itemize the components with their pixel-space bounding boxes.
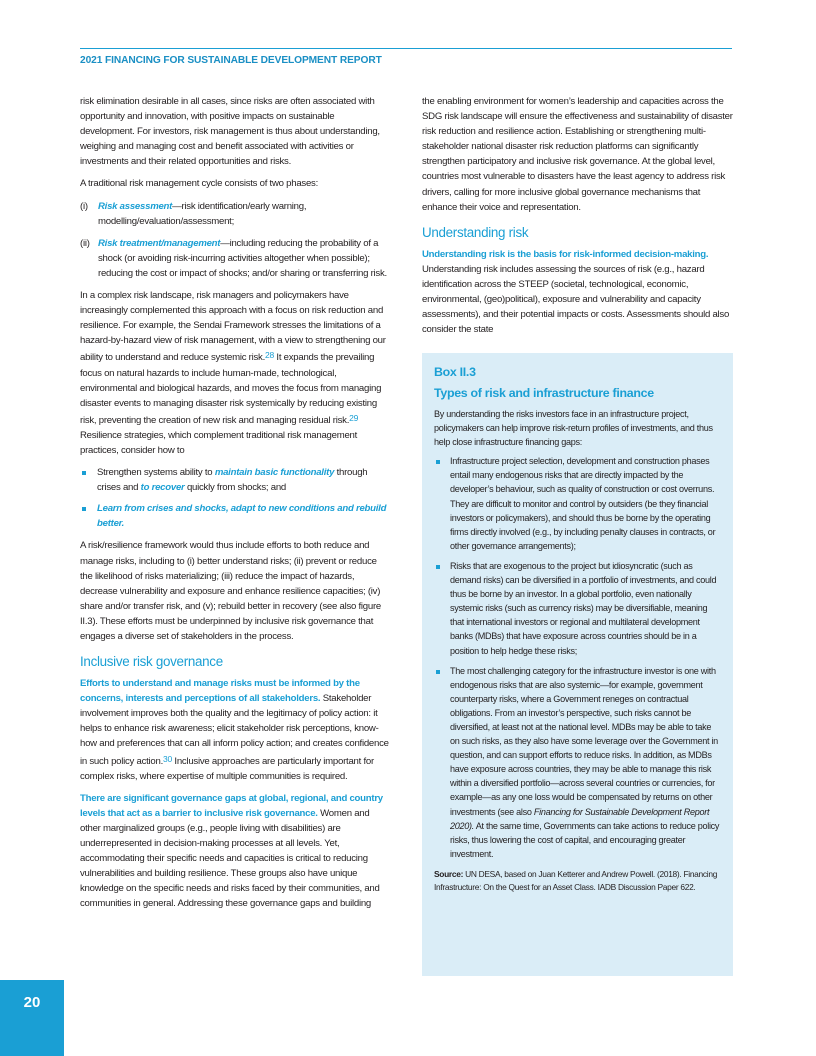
- list-item: [80, 501, 390, 531]
- right-column: [422, 94, 733, 344]
- box-source: [434, 868, 721, 893]
- phase-text: —including reducing the probability of a shock (or avoiding risk-incurring activities altogether when possible); reducing the cost or impact of shocks; and/or sharing or transferring risk.: [98, 237, 387, 279]
- list-item: [80, 465, 390, 495]
- paragraph: [80, 676, 390, 784]
- box-intro: By understanding the risks investors face in an infrastructure project, policymakers can help improve risk-return profiles of investments, and thus help close infrastructure financing gaps:: [434, 409, 713, 448]
- box-title: Types of risk and infrastructure finance: [434, 386, 654, 400]
- source-text: UN DESA, based on Juan Ketterer and Andrew Powell. (2018). Financing Infrastructure: On the Quest for an Asset Class. IADB Discussion Paper 622.: [434, 868, 718, 892]
- section-heading: Understanding risk: [422, 224, 529, 240]
- box-ii-3: [422, 353, 733, 976]
- text-run: Stakeholder involvement improves both the quality and the legitimacy of policy action: it helps to enhance risk awareness; elicit stakeholder risk perceptions, know-how and preferences that can all inform policy action; and creates confidence in such policy action.: [80, 693, 389, 767]
- text-run: quickly from shocks; and: [184, 482, 286, 494]
- list-item: Infrastructure project selection, development and construction phases entail many endogenous risks that are directly impacted by the developer’s behaviour, such as quality of construction or cost overruns. They are difficult to monitor and control by outsiders (be they financial investors or policymakers), and should thus be borne by the operating firms directly involved (e.g., by including penalty clauses in contracts, or other governance arrangements);: [434, 454, 721, 553]
- paragraph: A traditional risk management cycle consists of two phases:: [80, 178, 319, 190]
- page-number: 20: [23, 994, 41, 1011]
- left-column: [80, 94, 390, 919]
- text-run: Strengthen systems ability to: [97, 467, 215, 479]
- text-run: At the same time, Governments can take actions to reduce policy risks, thus lowering the cost of capital, and encouraging greater investment.: [450, 820, 720, 859]
- running-head: 2021 FINANCING FOR SUSTAINABLE DEVELOPMENT REPORT: [80, 55, 382, 66]
- paragraph: [80, 288, 390, 458]
- footnote-ref: 30: [163, 753, 172, 764]
- section-heading: Inclusive risk governance: [80, 654, 223, 670]
- footnote-ref: 29: [349, 412, 359, 423]
- text-run: In a complex risk landscape, risk managers and policymakers have increasingly complemented this approach with a focus on risk reduction and resilience. For example, the Sendai Framework stresses the limitations of a hazard-by-hazard view of risk management, with a view to strengthening our ability to understand and reduce systemic risk.: [80, 290, 386, 364]
- text-run: Resilience strategies, which complement traditional risk management practices, consider how to: [80, 429, 358, 456]
- risk-types-list: [434, 454, 721, 861]
- text-run: Inclusive approaches are particularly important for complex risks, where expertise of multiple communities is required.: [80, 755, 374, 782]
- list-item: [434, 664, 721, 861]
- paragraph: A risk/resilience framework would thus include efforts to both reduce and manage risks, including to (i) better understand risks; (ii) prevent or reduce the likelihood of risks materializing; (iii) reduce the impact of hazards, decrease vulnerability and exposure and enhance resilience capacities; (iv) share and/or transfer risk, and (v); rebuild better in recovery (see also figure II.3). These efforts must be underpinned by inclusive risk governance that engages a diverse set of stakeholders in the process.: [80, 540, 382, 642]
- resilience-list: [80, 465, 390, 531]
- paragraph: risk elimination desirable in all cases, since risks are often associated with opportunity and innovation, with positive impacts on sustainable development. For investors, risk management is thus about understanding, weighing and managing cost and benefit associated with activities or investments and their related opportunities and risks.: [80, 96, 380, 168]
- phase-number: (i): [80, 200, 88, 212]
- phase-term: Risk assessment: [98, 200, 173, 212]
- paragraph: the enabling environment for women’s leadership and capacities across the SDG risk landscape will ensure the effectiveness and sustainability of disaster risk reduction and resilience action. Establishing or strengthening multi-stakeholder national disaster risk reduction platforms can significantly strengthen participatory and inclusive risk governance. At the global level, countries most vulnerable to disasters have the least agency to address risk drivers, calling for more inclusive global governance mechanisms that enhance their voice and representation.: [422, 96, 733, 213]
- text-run: Understanding risk includes assessing the sources of risk (e.g., hazard identification across the STEEP (societal, technological, economic, environmental, (geo)political), exposure and vulnerability and capacity assessments), and their potential impacts or costs. Assessments should also consider the state: [422, 263, 730, 336]
- header-rule: [80, 48, 732, 49]
- box-label: Box II.3: [434, 365, 476, 379]
- phase-term: Risk treatment/management: [98, 237, 221, 249]
- text-run: It expands the prevailing focus on natural hazards to include human-made, technological, environmental and biological hazards, and moves the focus from managing disaster events to managing disaster risk systemically by reducing existing risk, preventing the creation of new risk and managing residual risk.: [80, 352, 382, 426]
- lead-sentence: Understanding risk is the basis for risk-informed decision-making.: [422, 248, 709, 260]
- text-run: The most challenging category for the infrastructure investor is one with endogenous risks that are also systemic—for example, government counterparty risks, where a Government reneges on contractual obligations. From an investor’s perspective, such risks cannot be diversified, at least not at the national level. MDBs may be able to take on such risks, as they also have some leverage over the Government in question, and can support efforts to reduce risks. In addition, as MDBs have exposure across countries, they may be able to manage this risk within a diversified portfolio—across several countries or currencies, for example—as any one loss would be compensated by returns on other investments (see also: [450, 665, 718, 817]
- italic-citation: Financing for Sustainable Development Report 2020).: [450, 806, 710, 831]
- list-item: Risks that are exogenous to the project but idiosyncratic (such as demand risks) can be diversified in a portfolio of investments, and could thus be borne by an investor. In a global portfolio, even nationally systemic risks (such as currency risks) may be diversifiable, meaning that international investors or regional and multilateral development banks (MDBs) that have exposure across countries should be in a position to help hedge these risks;: [434, 559, 721, 658]
- emphasis: to recover: [140, 482, 185, 494]
- text-run: through crises and: [97, 467, 368, 494]
- paragraph: [80, 791, 390, 912]
- phase-text: —risk identification/early warning, modelling/evaluation/assessment;: [98, 200, 307, 227]
- lead-sentence: There are significant governance gaps at global, regional, and country levels that act as a barrier to inclusive risk governance.: [80, 792, 383, 819]
- phase-item-2: [80, 236, 390, 281]
- emphasis: maintain basic functionality: [214, 467, 335, 479]
- emphasis: Learn from crises and shocks, adapt to new conditions and rebuild better.: [97, 503, 387, 530]
- footnote-ref: 28: [265, 350, 274, 361]
- page-number-tab: [0, 980, 64, 1056]
- phase-number: (ii): [80, 237, 90, 249]
- source-label: Source:: [434, 868, 464, 879]
- text-run: Women and other marginalized groups (e.g., people living with disabilities) are underrepresented in decision-making processes at all levels. Yet, accommodating their specific needs and capacities is critical to reducing vulnerabilities and building resilience. These groups also have unique knowledge on the specific needs and risks faced by their communities, and communities in general. Addressing these governance gaps and building: [80, 807, 380, 910]
- phase-item-1: [80, 199, 390, 229]
- paragraph: [422, 247, 733, 338]
- lead-sentence: Efforts to understand and manage risks must be informed by the concerns, interests and perceptions of all stakeholders.: [80, 678, 360, 705]
